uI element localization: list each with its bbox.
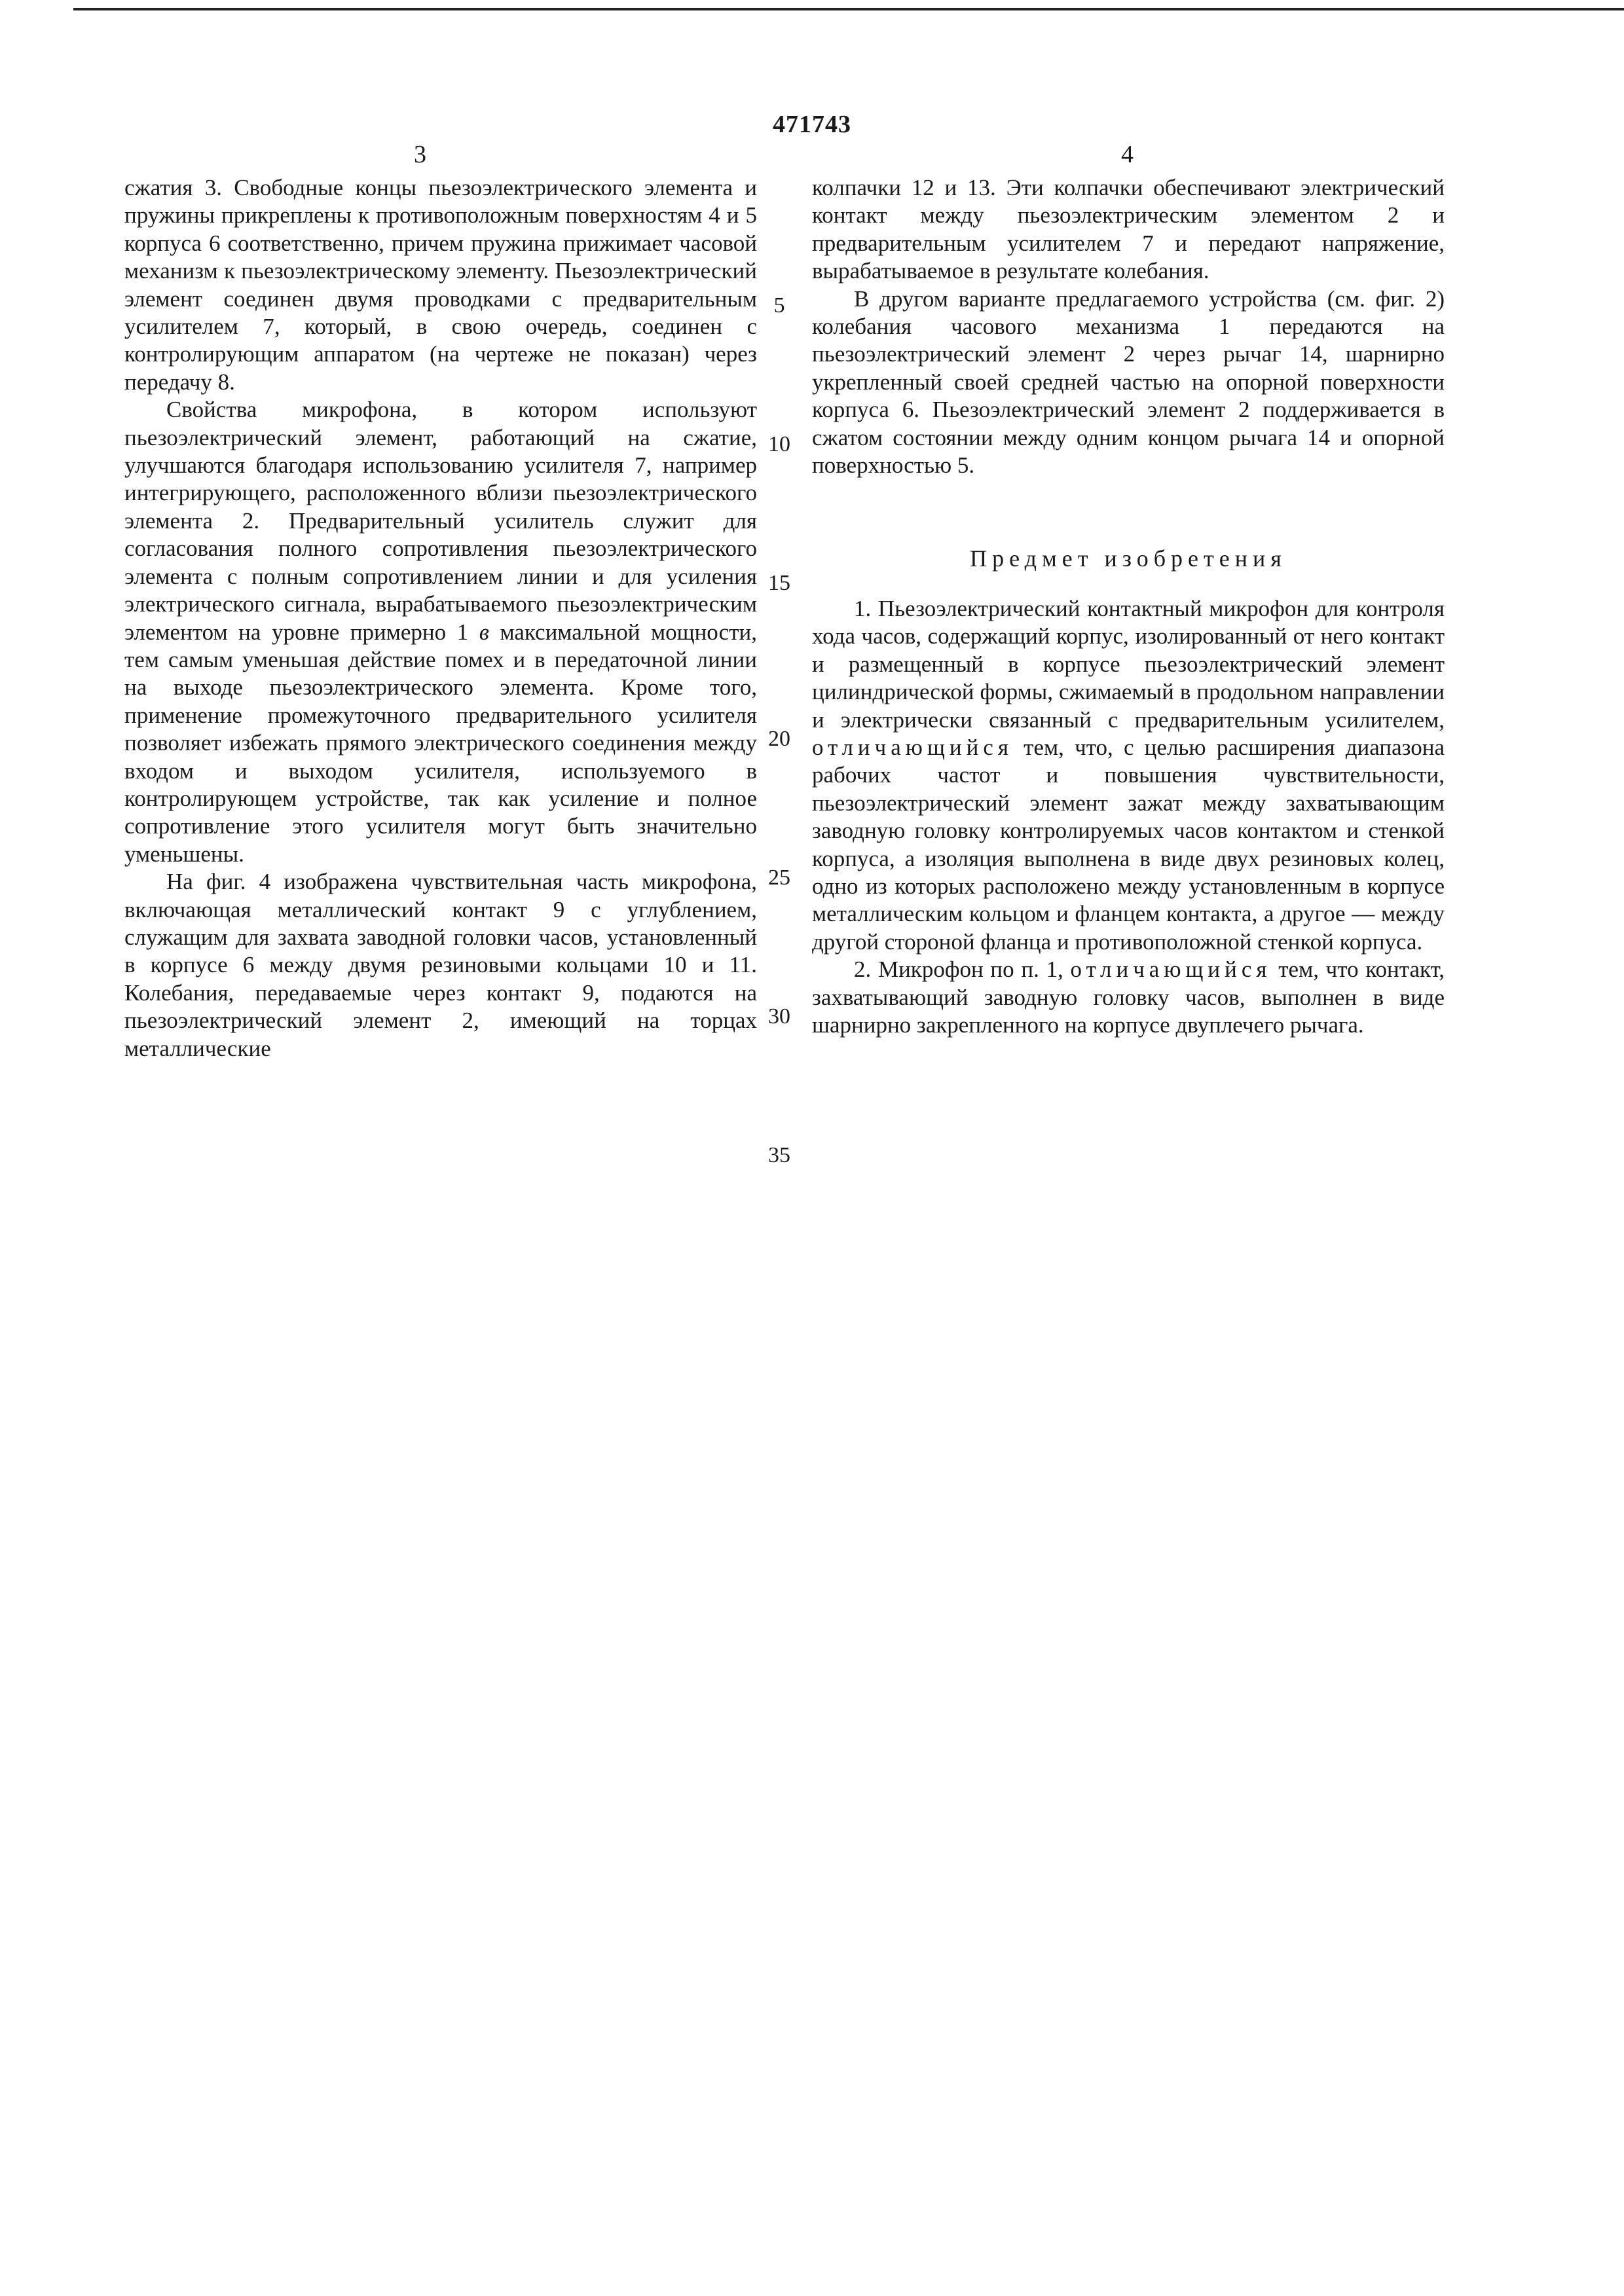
paragraph: В другом варианте предлагаемого устройства (см. фиг. 2) колебания часового механизма 1 передаются на пьезоэлектрический элемент 2 через рычаг 14, шарнирно укрепленный своей средней частью на опорной поверхности корпуса 6. Пьезоэлектрический элемент 2 поддерживается в сжатом состоянии между одним концом рычага 14 и опорной поверхностью 5.	[812, 285, 1445, 479]
paragraph: колпачки 12 и 13. Эти колпачки обеспечивают электрический контакт между пьезоэлектрическим элементом 2 и предварительным усилителем 7 и передают напряжение, вырабатываемое в результате колебания.	[812, 175, 1445, 284]
line-number: 5	[773, 293, 785, 318]
line-number: 30	[768, 1004, 790, 1029]
text-run: 2. Микрофон по п. 1,	[854, 957, 1071, 983]
left-column	[124, 174, 757, 1063]
text-run: 1. Пьезоэлектрический контактный микрофон для контроля хода часов, содержащий корпус, изолированный от него контакт и размещенный в корпусе пьезоэлектрический элемент цилиндрической формы, сжимаемый в продольном направлении и электрически связанный с предварительным усилителем,	[812, 595, 1445, 733]
text-run: тем, что, с целью расширения диапазона рабочих частот и повышения чувствительности, пьезоэлектрический элемент зажат между захватывающим заводную головку контролируемых часов контактом и стенкой корпуса, а изоляция выполнена в виде двух резиновых колец, одно из которых расположено между установленным в корпусе металлическим кольцом и фланцем контакта, а другое — между другой стороной фланца и противоположной стенкой корпуса.	[812, 734, 1445, 955]
line-number: 10	[768, 432, 790, 456]
page-number-left: 3	[414, 141, 426, 168]
text-run: тем, что контакт, захватывающий заводную головку часов, выполнен в виде шарнирно закрепленного на корпусе двуплечего рычага.	[812, 957, 1445, 1038]
text-run: максимальной мощности, тем самым уменьшая действие помех и в передаточной линии на выходе пьезоэлектрического элемента. Кроме того, применение промежуточного предварительного усилителя позволяет избежать прямого электрического соединения между входом и выходом усилителя, используемого в контролирующем устройстве, так как усиление и полное сопротивление этого усилителя могут быть значительно уменьшены.	[124, 619, 757, 867]
paragraph	[124, 396, 757, 868]
emphasis-spaced: отличающийся	[812, 734, 1013, 760]
claim-1	[812, 595, 1445, 956]
paragraph: сжатия 3. Свободные концы пьезоэлектрического элемента и пружины прикреплены к противоположным поверхностям 4 и 5 корпуса 6 соответственно, причем пружина прижимает часовой механизм к пьезоэлектрическому элементу. Пьезоэлектрический элемент соединен двумя проводками с предварительным усилителем 7, который, в свою очередь, соединен с контролирующим аппаратом (на чертеже не показан) через передачу 8.	[124, 175, 757, 395]
emphasis-spaced: отличающийся	[1070, 957, 1272, 983]
line-number: 35	[768, 1143, 790, 1167]
right-column	[812, 174, 1445, 1039]
claim-2	[812, 956, 1445, 1039]
paragraph: На фиг. 4 изображена чувствительная часть микрофона, включающая металлический контакт 9 с углублением, служащим для захвата заводной головки часов, установленный в корпусе 6 между двумя резиновыми кольцами 10 и 11. Колебания, передаваемые через контакт 9, подаются на пьезоэлектрический элемент 2, имеющий на торцах металлические	[124, 869, 757, 1061]
section-heading: Предмет изобретения	[970, 545, 1287, 572]
line-number: 25	[768, 866, 790, 890]
line-number: 15	[768, 571, 790, 595]
patent-number: 471743	[773, 111, 851, 138]
top-rule	[73, 8, 1624, 10]
line-number: 20	[768, 727, 790, 751]
page-number-right: 4	[1121, 141, 1134, 168]
unit-italic: в	[479, 619, 489, 645]
text-run: Свойства микрофона, в котором используют пьезоэлектрический элемент, работающий на сжатие, улучшаются благодаря использованию усилителя 7, например интегрирующего, расположенного вблизи пьезоэлектрического элемента 2. Предварительный усилитель служит для согласования полного сопротивления пьезоэлектрического элемента с полным сопротивлением линии и для усиления электрического сигнала, вырабатываемого пьезоэлектрическим элементом на уровне примерно 1	[124, 397, 757, 645]
